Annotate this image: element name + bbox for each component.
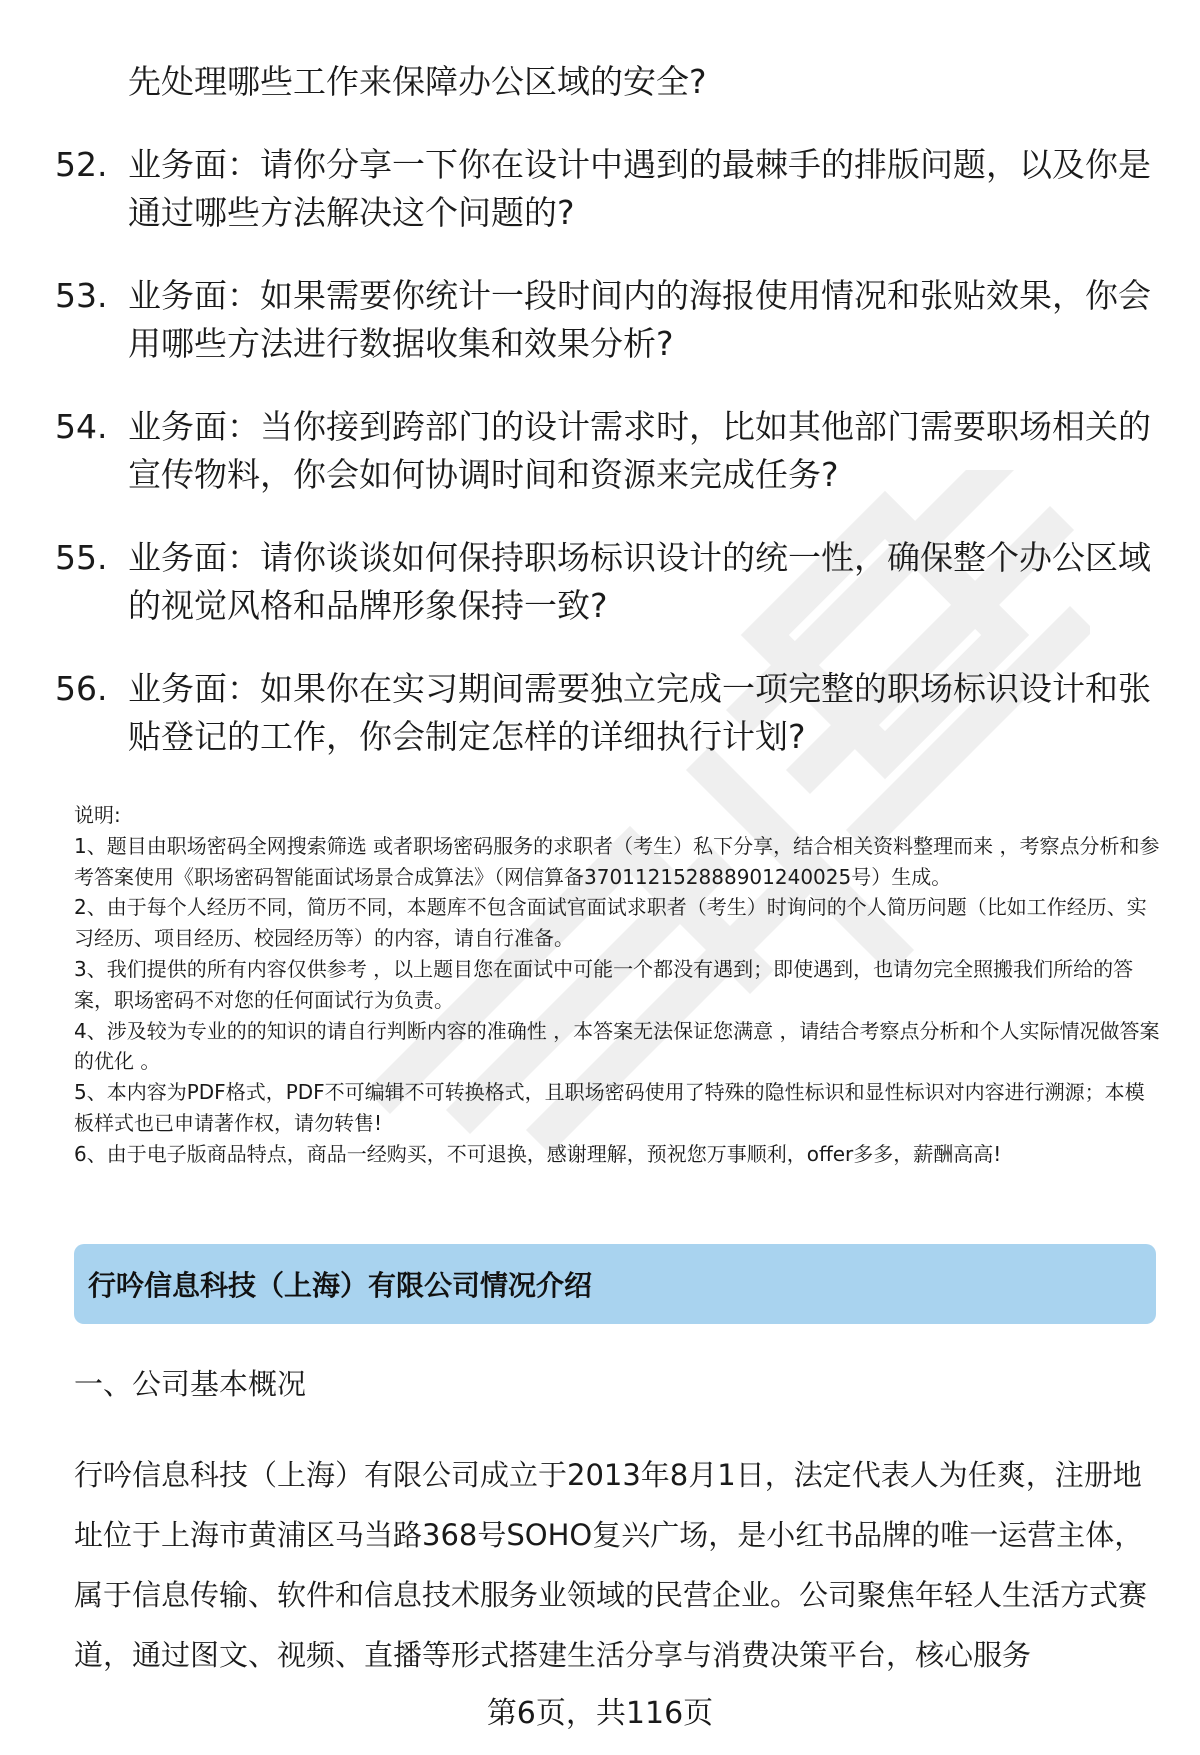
- section-title-bar: [74, 1244, 1156, 1324]
- notes-heading: 说明:: [74, 803, 121, 827]
- note-item: 3、我们提供的所有内容仅供参考 ，以上题目您在面试中可能一个都没有遇到；即使遇到，也请勿完全照搬我们所给的答案，职场密码不对您的任何面试行为负责。: [74, 956, 1134, 1012]
- question-continuation: 先处理哪些工作来保障办公区域的安全?: [128, 62, 707, 101]
- question-number: 52.: [55, 145, 108, 184]
- note-item: 2、由于每个人经历不同，简历不同，本题库不包含面试官面试求职者（考生）时询问的个人简历问题（比如工作经历、实习经历、项目经历、校园经历等）的内容，请自行准备。: [74, 895, 1147, 951]
- question-item: [55, 141, 1155, 237]
- company-overview-paragraph: 行吟信息科技（上海）有限公司成立于2013年8月1日，法定代表人为任爽，注册地址位于上海市黄浦区马当路368号SOHO复兴广场，是小红书品牌的唯一运营主体，属于信息传输、软件和信息技术服务业领域的民营企业。公司聚焦年轻人生活方式赛道，通过图文、视频、直播等形式搭建生活分享与消费决策平台，核心服务: [74, 1458, 1148, 1672]
- question-item: [55, 534, 1155, 630]
- question-number: 55.: [55, 538, 108, 577]
- question-text: 业务面：如果需要你统计一段时间内的海报使用情况和张贴效果，你会用哪些方法进行数据收集和效果分析?: [128, 276, 1151, 363]
- question-item: [55, 272, 1155, 368]
- question-item: [55, 665, 1155, 761]
- question-list: [55, 58, 1155, 761]
- note-item: 4、涉及较为专业的的知识的请自行判断内容的准确性 ，本答案无法保证您满意 ，请结合考察点分析和个人实际情况做答案的优化 。: [74, 1018, 1160, 1074]
- question-number: 56.: [55, 669, 108, 708]
- question-number: 53.: [55, 276, 108, 315]
- question-text: 业务面：请你分享一下你在设计中遇到的最棘手的排版问题，以及你是通过哪些方法解决这个问题的?: [128, 145, 1151, 232]
- note-item: 5、本内容为PDF格式，PDF不可编辑不可转换格式，且职场密码使用了特殊的隐性标识和显性标识对内容进行溯源；本模板样式也已申请著作权，请勿转售!: [74, 1080, 1145, 1135]
- question-item: [55, 403, 1155, 499]
- page-footer: 第6页，共116页: [486, 1696, 714, 1731]
- question-text: 业务面：请你谈谈如何保持职场标识设计的统一性，确保整个办公区域的视觉风格和品牌形象保持一致?: [128, 538, 1151, 625]
- note-item: 1、题目由职场密码全网搜索筛选 或者职场密码服务的求职者（考生）私下分享，结合相关资料整理而来 ，考察点分析和参考答案使用《职场密码智能面试场景合成算法》（网信算备370112152888901240025号）生成。: [74, 833, 1160, 889]
- notes-block: [74, 800, 1160, 1170]
- note-item: 6、由于电子版商品特点，商品一经购买，不可退换，感谢理解，预祝您万事顺利，offer多多，薪酬高高!: [74, 1141, 1002, 1166]
- question-number: 54.: [55, 407, 108, 446]
- section-title: 行吟信息科技（上海）有限公司情况介绍: [88, 1269, 593, 1302]
- section-subheading: 一、公司基本概况: [74, 1367, 307, 1401]
- question-text: 业务面：如果你在实习期间需要独立完成一项完整的职场标识设计和张贴登记的工作，你会制定怎样的详细执行计划?: [128, 669, 1151, 756]
- question-text: 业务面：当你接到跨部门的设计需求时，比如其他部门需要职场相关的宣传物料，你会如何协调时间和资源来完成任务?: [128, 407, 1151, 494]
